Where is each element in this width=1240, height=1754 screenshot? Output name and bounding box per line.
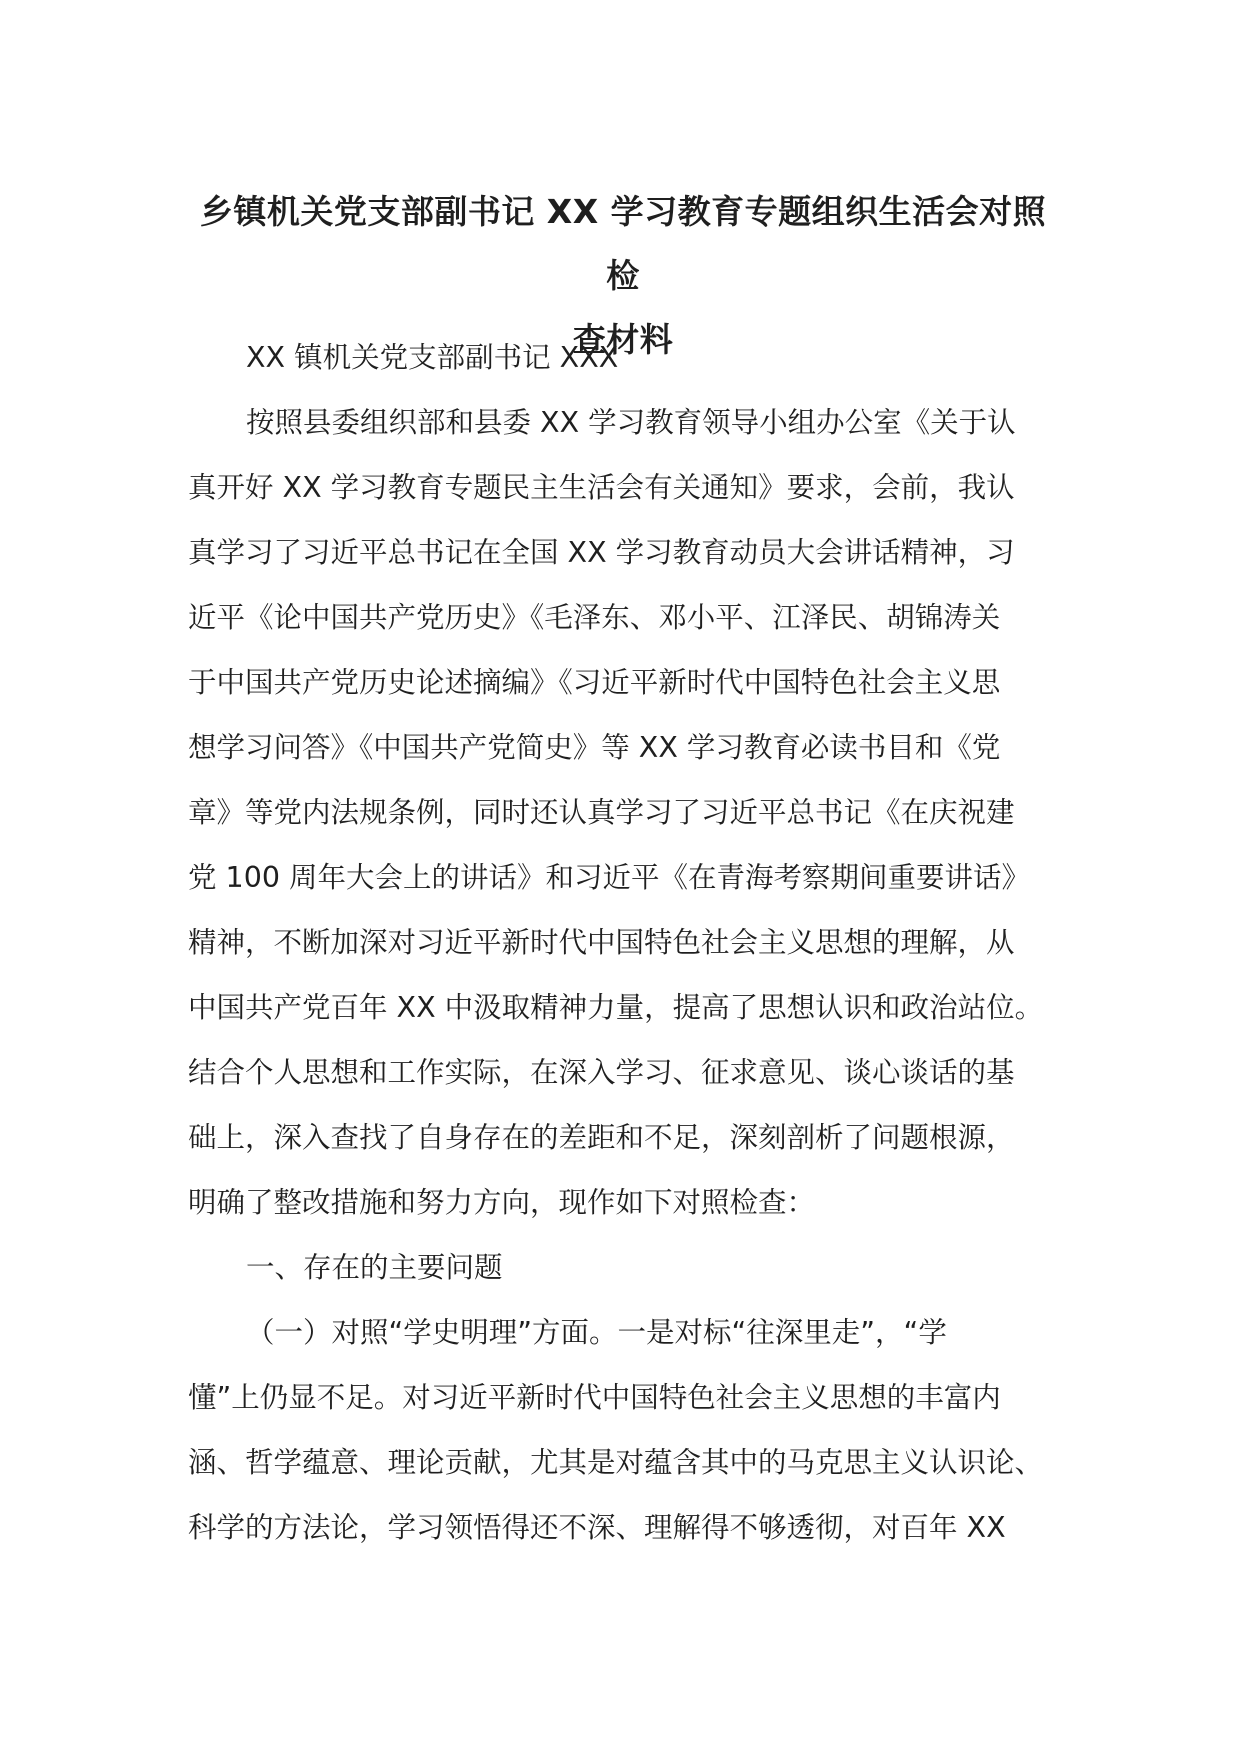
title-line-2: 查材料	[572, 320, 674, 359]
paragraph-line: 明确了整改措施和努力方向，现作如下对照检查：	[188, 1186, 816, 1219]
paragraph-line: 涵、哲学蕴意、理论贡献，尤其是对蕴含其中的马克思主义认识论、	[188, 1446, 1044, 1479]
document-body	[188, 325, 1058, 1560]
section-heading: 一、存在的主要问题	[246, 1251, 503, 1284]
paragraph-line: 中国共产党百年 XX 中汲取精神力量，提高了思想认识和政治站位。	[188, 991, 1044, 1024]
paragraph-line: 想学习问答》《中国共产党简史》等 XX 学习教育必读书目和《党	[188, 731, 1001, 764]
paragraph-line: 础上，深入查找了自身存在的差距和不足，深刻剖析了问题根源，	[188, 1121, 1015, 1154]
paragraph-line: 结合个人思想和工作实际，在深入学习、征求意见、谈心谈话的基	[188, 1056, 1015, 1089]
paragraph-line: 于中国共产党历史论述摘编》《习近平新时代中国特色社会主义思	[188, 666, 1001, 699]
paragraph-line: 章》等党内法规条例，同时还认真学习了习近平总书记《在庆祝建	[188, 796, 1015, 829]
paragraph-line: 按照县委组织部和县委 XX 学习教育领导小组办公室《关于认	[246, 406, 1016, 439]
paragraph-line: （一）对照“学史明理”方面。一是对标“往深里走”，“学	[246, 1316, 947, 1349]
paragraph-line: 懂”上仍显不足。对习近平新时代中国特色社会主义思想的丰富内	[188, 1381, 1001, 1414]
paragraph-line: 科学的方法论，学习领悟得还不深、理解得不够透彻，对百年 XX	[188, 1511, 1006, 1544]
paragraph-line: 党 100 周年大会上的讲话》和习近平《在青海考察期间重要讲话》	[188, 861, 1031, 894]
title-line-1: 乡镇机关党支部副书记 XX 学习教育专题组织生活会对照检	[199, 192, 1047, 295]
paragraph-line: 精神，不断加深对习近平新时代中国特色社会主义思想的理解，从	[188, 926, 1015, 959]
paragraph-line: 近平《论中国共产党历史》《毛泽东、邓小平、江泽民、胡锦涛关	[188, 601, 1001, 634]
author-line: XX 镇机关党支部副书记 XXX	[246, 341, 619, 374]
paragraph-line: 真学习了习近平总书记在全国 XX 学习教育动员大会讲话精神，习	[188, 536, 1015, 569]
paragraph-line: 真开好 XX 学习教育专题民主生活会有关通知》要求，会前，我认	[188, 471, 1015, 504]
